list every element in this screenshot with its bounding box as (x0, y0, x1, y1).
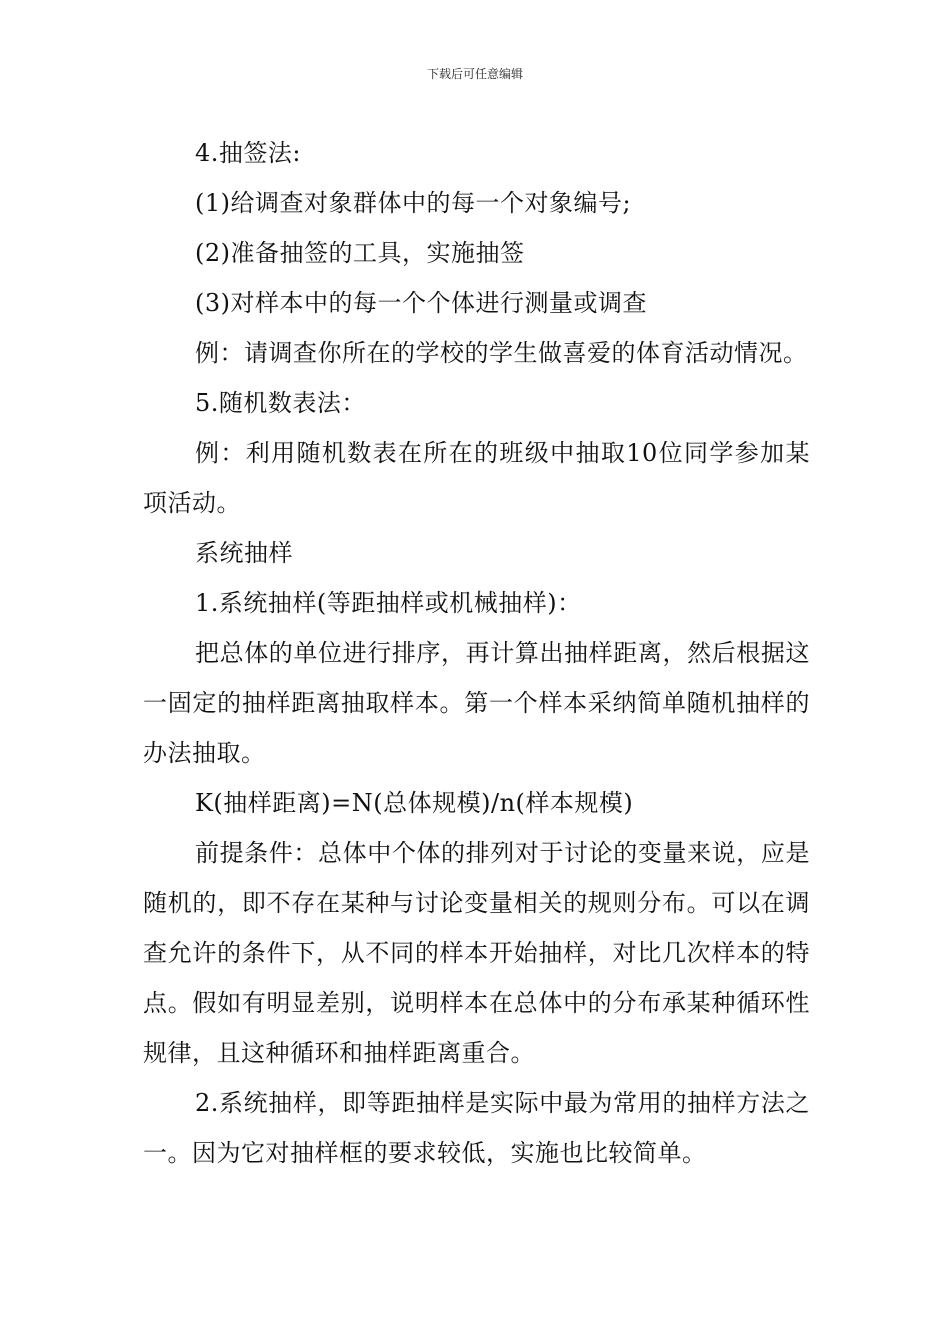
page-header: 下载后可任意编辑 (426, 67, 523, 81)
paragraph-step-2: (2)准备抽签的工具，实施抽签 (195, 239, 525, 267)
document-body (143, 128, 810, 1178)
paragraph-example-1: 例：请调查你所在的学校的学生做喜爱的体育活动情况。 (195, 339, 808, 367)
section-heading-systematic-sampling: 系统抽样 (195, 539, 293, 567)
paragraph-systematic-common: 2.系统抽样，即等距抽样是实际中最为常用的抽样方法之一。因为它对抽样框的要求较低，实施也比较简单。 (143, 1089, 810, 1167)
paragraph-step-3: (3)对样本中的每一个个体进行测量或调查 (195, 289, 647, 317)
paragraph-random-table-method: 5.随机数表法： (195, 389, 366, 417)
paragraph-lottery-method: 4.抽签法: (195, 139, 301, 167)
paragraph-formula: K(抽样距离)=N(总体规模)/n(样本规模) (195, 789, 634, 817)
paragraph-example-2: 例：利用随机数表在所在的班级中抽取10位同学参加某项活动。 (143, 439, 810, 517)
paragraph-step-1: (1)给调查对象群体中的每一个对象编号; (195, 189, 632, 217)
paragraph-systematic-sampling-def: 1.系统抽样(等距抽样或机械抽样)： (195, 589, 582, 617)
paragraph-prerequisite: 前提条件：总体中个体的排列对于讨论的变量来说，应是随机的，即不存在某种与讨论变量相关的规则分布。可以在调查允许的条件下，从不同的样本开始抽样，对比几次样本的特点。假如有明显差别，说明样本在总体中的分布承某种循环性规律，且这种循环和抽样距离重合。 (143, 839, 810, 1067)
paragraph-procedure: 把总体的单位进行排序，再计算出抽样距离，然后根据这一固定的抽样距离抽取样本。第一个样本采纳简单随机抽样的办法抽取。 (143, 639, 810, 767)
